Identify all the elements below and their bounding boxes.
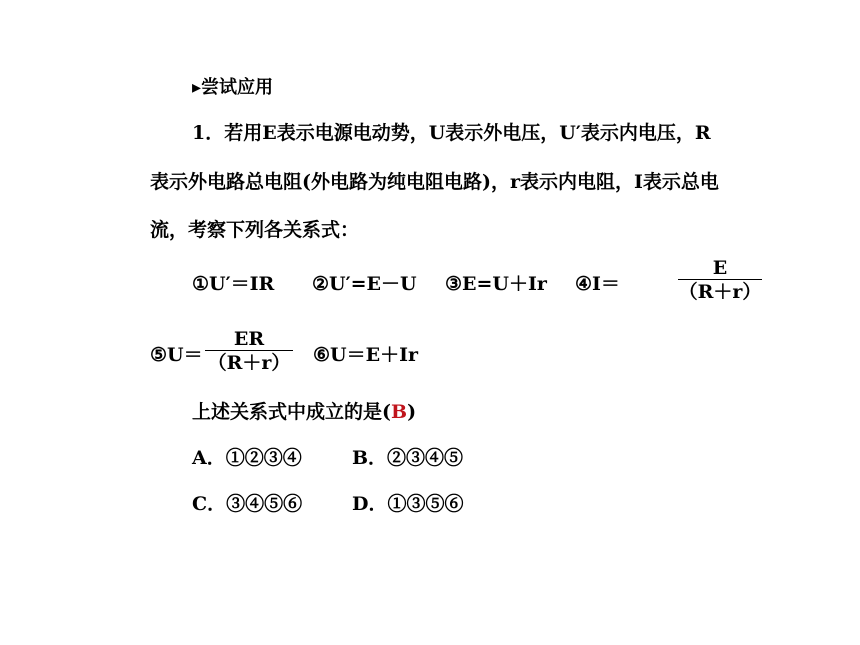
relation-3: ③E=U＋Ir xyxy=(445,273,547,295)
relation-5-fraction xyxy=(205,329,293,373)
relation-4-numerator: E xyxy=(712,257,728,279)
fraction-bar xyxy=(205,350,293,351)
option-d: D．①③⑤⑥ xyxy=(352,493,464,515)
relation-1: ①U′＝IR xyxy=(192,273,275,295)
relation-4-lhs: ④I＝ xyxy=(575,273,620,295)
fraction-bar xyxy=(678,279,762,280)
relation-2: ②U′=E－U xyxy=(312,273,417,295)
answer-choice: B xyxy=(391,401,408,423)
option-a: A．①②③④ xyxy=(192,447,302,469)
question-line-1: 1．若用E表示电源电动势，U表示外电压，U′表示内电压，R xyxy=(192,122,711,144)
question-line-3: 流，考察下列各关系式： xyxy=(150,219,360,241)
question-line-2: 表示外电路总电阻(外电路为纯电阻电路)，r表示内电阻，I表示总电 xyxy=(150,171,719,193)
option-c: C．③④⑤⑥ xyxy=(192,493,303,515)
relation-5-numerator: ER xyxy=(233,328,265,350)
relation-4-denominator: （R＋r） xyxy=(678,281,762,303)
answer-prompt xyxy=(192,400,416,424)
relation-5-lhs: ⑤U＝ xyxy=(150,344,203,366)
answer-prompt-text: 上述关系式中成立的是( xyxy=(192,401,391,423)
answer-prompt-close: ) xyxy=(407,401,417,423)
section-heading: ▸尝试应用 xyxy=(192,77,274,98)
relation-6: ⑥U＝E＋Ir xyxy=(313,344,418,366)
option-b: B．②③④⑤ xyxy=(352,447,464,469)
relation-4-fraction xyxy=(678,258,762,302)
relation-5-denominator: （R＋r） xyxy=(207,352,291,374)
